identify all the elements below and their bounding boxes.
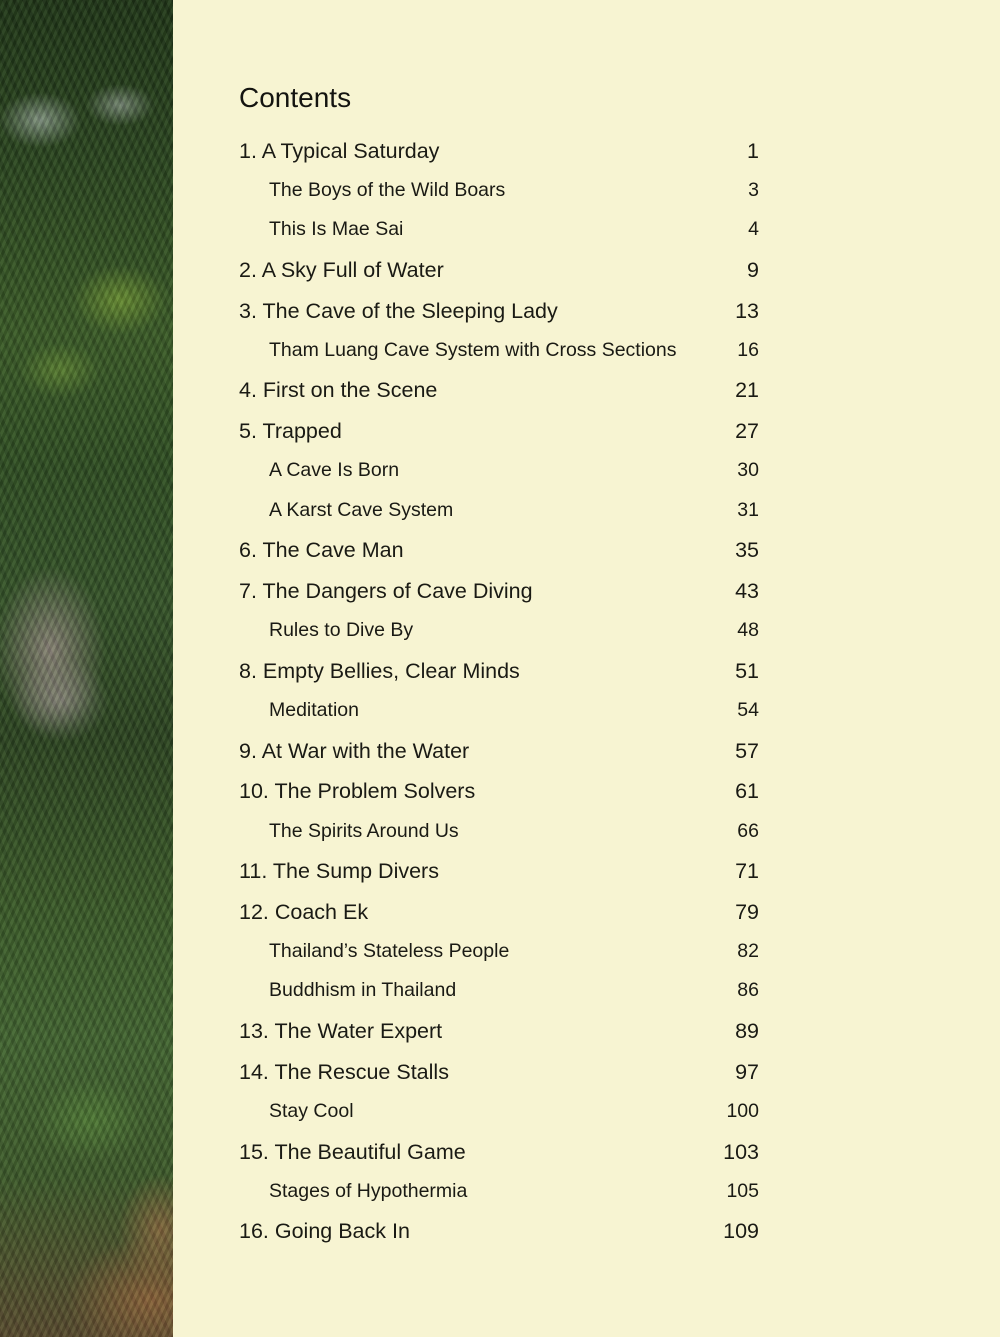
toc-entry-title: 11. The Sump Divers bbox=[239, 858, 439, 883]
toc-entry-title: Buddhism in Thailand bbox=[269, 978, 457, 1001]
toc-section-entry[interactable] bbox=[239, 615, 759, 645]
toc-chapter-entry[interactable] bbox=[239, 776, 759, 806]
toc-entry-page-number: 13 bbox=[735, 298, 759, 323]
toc-entry-title: 7. The Dangers of Cave Diving bbox=[239, 578, 533, 603]
toc-section-entry[interactable] bbox=[239, 455, 759, 485]
toc-entry-page-number: 1 bbox=[747, 138, 759, 163]
toc-entry-page-number: 43 bbox=[735, 578, 759, 603]
toc-section-entry[interactable] bbox=[239, 214, 759, 244]
toc-entry-page-number: 97 bbox=[735, 1059, 759, 1084]
toc-entry-title: 3. The Cave of the Sleeping Lady bbox=[239, 298, 558, 323]
toc-chapter-entry[interactable] bbox=[239, 656, 759, 686]
toc-entry-title: Meditation bbox=[269, 698, 359, 721]
toc-entry-title: A Karst Cave System bbox=[269, 498, 454, 521]
contents-page bbox=[173, 0, 1000, 1337]
toc-entry-title: A Cave Is Born bbox=[269, 458, 400, 481]
toc-entry-page-number: 86 bbox=[737, 978, 759, 1001]
page-title: Contents bbox=[239, 82, 352, 113]
toc-entry-page-number: 30 bbox=[737, 458, 759, 481]
toc-chapter-entry[interactable] bbox=[239, 576, 759, 606]
toc-section-entry[interactable] bbox=[239, 936, 759, 966]
toc-section-entry[interactable] bbox=[239, 1176, 759, 1206]
toc-chapter-entry[interactable] bbox=[239, 255, 759, 285]
toc-chapter-entry[interactable] bbox=[239, 1016, 759, 1046]
toc-chapter-entry[interactable] bbox=[239, 897, 759, 927]
toc-entry-page-number: 79 bbox=[735, 899, 759, 924]
toc-chapter-entry[interactable] bbox=[239, 296, 759, 326]
toc-entry-title: 10. The Problem Solvers bbox=[239, 778, 476, 803]
toc-entry-page-number: 61 bbox=[735, 778, 759, 803]
toc-entry-page-number: 31 bbox=[737, 498, 759, 521]
toc-section-entry[interactable] bbox=[239, 175, 759, 205]
toc-entry-title: 16. Going Back In bbox=[239, 1218, 410, 1243]
toc-chapter-entry[interactable] bbox=[239, 535, 759, 565]
toc-entry-page-number: 9 bbox=[747, 257, 759, 282]
toc-chapter-entry[interactable] bbox=[239, 1137, 759, 1167]
toc-entry-page-number: 103 bbox=[723, 1139, 759, 1164]
toc-entry-title: 13. The Water Expert bbox=[239, 1018, 443, 1043]
toc-entry-title: This Is Mae Sai bbox=[269, 217, 404, 240]
toc-chapter-entry[interactable] bbox=[239, 1057, 759, 1087]
toc-entry-page-number: 100 bbox=[726, 1099, 759, 1122]
toc-entry-page-number: 109 bbox=[723, 1218, 759, 1243]
toc-chapter-entry[interactable] bbox=[239, 375, 759, 405]
toc-chapter-entry[interactable] bbox=[239, 136, 759, 166]
toc-entry-page-number: 105 bbox=[726, 1179, 759, 1202]
toc-entry-title: 2. A Sky Full of Water bbox=[239, 257, 444, 282]
toc-entry-page-number: 66 bbox=[737, 819, 759, 842]
toc-section-entry[interactable] bbox=[239, 1096, 759, 1126]
toc-section-entry[interactable] bbox=[239, 695, 759, 725]
toc-entry-page-number: 51 bbox=[735, 658, 759, 683]
toc-section-entry[interactable] bbox=[239, 495, 759, 525]
toc-chapter-entry[interactable] bbox=[239, 1216, 759, 1246]
toc-entry-title: Stages of Hypothermia bbox=[269, 1179, 468, 1202]
toc-entry-title: 14. The Rescue Stalls bbox=[239, 1059, 449, 1084]
toc-chapter-entry[interactable] bbox=[239, 416, 759, 446]
toc-entry-title: 6. The Cave Man bbox=[239, 537, 404, 562]
toc-entry-title: 4. First on the Scene bbox=[239, 377, 438, 402]
toc-entry-page-number: 21 bbox=[735, 377, 759, 402]
toc-entry-page-number: 89 bbox=[735, 1018, 759, 1043]
toc-entry-page-number: 27 bbox=[735, 418, 759, 443]
toc-entry-title: 9. At War with the Water bbox=[239, 738, 470, 763]
toc-chapter-entry[interactable] bbox=[239, 856, 759, 886]
toc-entry-page-number: 4 bbox=[748, 217, 759, 240]
toc-entry-page-number: 16 bbox=[737, 338, 759, 361]
toc-entry-page-number: 57 bbox=[735, 738, 759, 763]
toc-entry-title: 8. Empty Bellies, Clear Minds bbox=[239, 658, 520, 683]
toc-section-entry[interactable] bbox=[239, 335, 759, 365]
toc-entry-page-number: 3 bbox=[748, 178, 759, 201]
toc-entry-title: 12. Coach Ek bbox=[239, 899, 369, 924]
toc-section-entry[interactable] bbox=[239, 816, 759, 846]
toc-entry-title: The Spirits Around Us bbox=[269, 819, 459, 842]
toc-entry-title: 15. The Beautiful Game bbox=[239, 1139, 466, 1164]
toc-entry-title: The Boys of the Wild Boars bbox=[269, 178, 506, 201]
toc-entry-title: Tham Luang Cave System with Cross Sections bbox=[269, 338, 677, 361]
toc-entry-title: Thailand’s Stateless People bbox=[269, 939, 510, 962]
toc-entry-title: Rules to Dive By bbox=[269, 618, 414, 641]
toc-entry-page-number: 35 bbox=[735, 537, 759, 562]
toc-section-entry[interactable] bbox=[239, 975, 759, 1005]
jungle-foliage-photo bbox=[0, 0, 173, 1337]
toc-chapter-entry[interactable] bbox=[239, 736, 759, 766]
toc-entry-page-number: 54 bbox=[737, 698, 759, 721]
toc-entry-title: 1. A Typical Saturday bbox=[239, 138, 440, 163]
toc-entry-page-number: 48 bbox=[737, 618, 759, 641]
toc-entry-page-number: 71 bbox=[735, 858, 759, 883]
toc-entry-title: 5. Trapped bbox=[239, 418, 342, 443]
toc-entry-page-number: 82 bbox=[737, 939, 759, 962]
toc-entry-title: Stay Cool bbox=[269, 1099, 354, 1122]
